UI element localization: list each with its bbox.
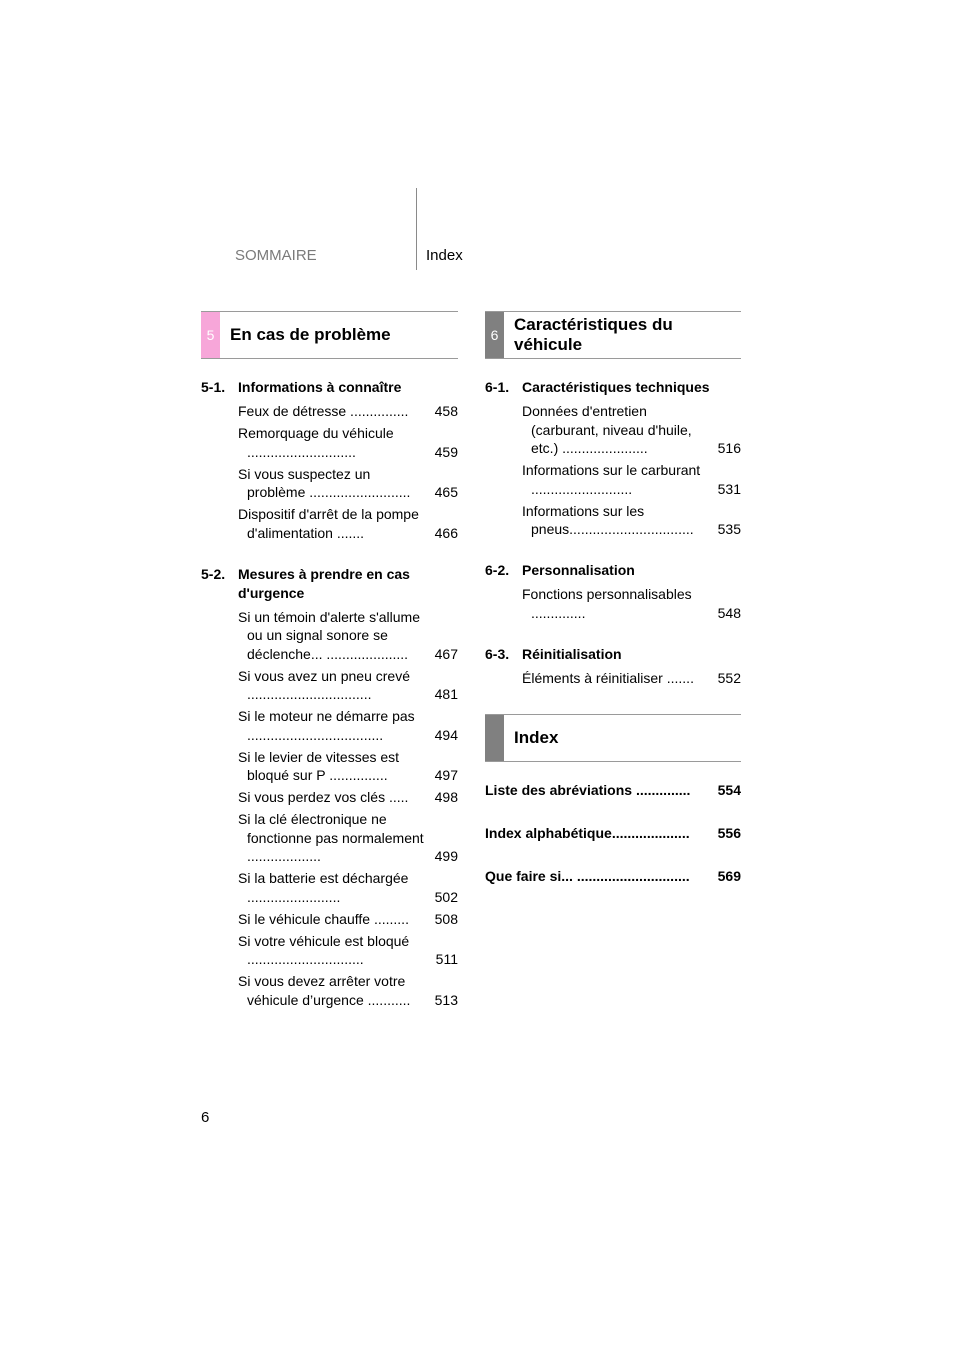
- section-6-header: [485, 311, 741, 359]
- toc-leader-dots: ................................: [247, 686, 372, 702]
- toc-page-number: 531: [717, 480, 741, 497]
- section-6-tab: 6: [485, 312, 504, 358]
- toc-entry-text: Dispositif d'arrêt de la pompe d'alimentation: [238, 506, 419, 541]
- chapter-heading: [485, 645, 741, 664]
- toc-leader-dots: ......................: [558, 440, 648, 456]
- toc-entry-text: Si votre véhicule est bloqué: [238, 932, 410, 949]
- toc-leader-dots: .....: [385, 789, 409, 805]
- toc-entry-text: Si un témoin d'alerte s'allume ou un signal sonore se déclenche...: [238, 608, 420, 662]
- toc-page-number: 535: [717, 521, 741, 537]
- chapter-heading: [485, 561, 741, 580]
- toc-leader-dots: ..........................: [531, 480, 633, 497]
- toc-entry-text: Si le moteur ne démarre pas: [238, 708, 415, 724]
- chapter-number: 6-2.: [485, 562, 510, 578]
- chapter-title: Réinitialisation: [522, 645, 622, 662]
- toc-leader-dots: ...............: [346, 403, 409, 419]
- toc-leader-dots: ..............................: [247, 951, 364, 967]
- toc-entry[interactable]: [201, 932, 458, 969]
- index-entry[interactable]: [485, 867, 741, 886]
- chapter-heading: [485, 378, 741, 397]
- nav-divider: [416, 188, 417, 270]
- index-entry-text: Index alphabétique: [485, 825, 612, 841]
- toc-entry[interactable]: [201, 788, 458, 807]
- chapter-gap: [201, 546, 458, 565]
- toc-page-number: 513: [434, 991, 458, 1008]
- toc-leader-dots: ..........................: [305, 484, 411, 500]
- toc-entry[interactable]: [485, 669, 741, 688]
- toc-entry[interactable]: [201, 707, 458, 744]
- index-page-number: 569: [717, 868, 741, 884]
- toc-page-number: 511: [435, 951, 458, 967]
- toc-entry[interactable]: [201, 972, 458, 1009]
- toc-leader-dots: .......: [332, 524, 365, 541]
- index-leader-dots: ..............: [632, 782, 691, 798]
- index-section-tab: [485, 715, 504, 761]
- toc-entry-text: Si vous suspectez un problème: [238, 465, 371, 500]
- toc-leader-dots: ...............: [325, 767, 388, 783]
- index-section-header: [485, 714, 741, 762]
- toc-leader-dots: ...................................: [247, 726, 384, 743]
- index-leader-dots: .............................: [572, 868, 690, 884]
- toc-entry[interactable]: [201, 810, 458, 866]
- toc-entry[interactable]: [201, 910, 458, 929]
- toc-leader-dots: ........................: [247, 888, 341, 905]
- toc-entry-text: Données d'entretien (carburant, niveau d'huile, etc.): [522, 403, 692, 456]
- toc-entry[interactable]: [485, 502, 741, 539]
- toc-leader-dots: ..............: [531, 604, 586, 621]
- nav-sommaire-link[interactable]: SOMMAIRE: [235, 247, 317, 264]
- page-number: 6: [201, 1109, 210, 1126]
- section-5-header: [201, 311, 458, 359]
- toc-entry-text: Éléments à réinitialiser: [522, 669, 663, 686]
- toc-entry-text: Si la clé électronique ne fonctionne pas normalement: [238, 811, 424, 846]
- toc-leader-dots: ...................: [247, 848, 321, 864]
- index-entry[interactable]: [485, 824, 741, 843]
- toc-entry[interactable]: [201, 608, 458, 664]
- section-6-title: Caractéristiques du véhicule: [514, 315, 673, 354]
- chapter-number: 6-3.: [485, 645, 510, 662]
- toc-page-number: 502: [434, 888, 458, 905]
- toc-entry[interactable]: [201, 402, 458, 421]
- toc-page-number: 552: [717, 669, 741, 686]
- toc-entry[interactable]: [485, 402, 741, 458]
- toc-leader-dots: ...........: [363, 991, 411, 1008]
- index-entry[interactable]: [485, 781, 741, 800]
- section-5-tab: 5: [201, 312, 220, 358]
- chapter-title: Personnalisation: [522, 562, 635, 578]
- toc-page-number: 516: [717, 440, 741, 456]
- toc-entry[interactable]: [201, 748, 458, 785]
- toc-entry-text: Feux de détresse: [238, 403, 347, 419]
- toc-entry-text: Informations sur le carburant: [522, 462, 701, 478]
- section-6-contents: [485, 378, 741, 691]
- chapter-title: Informations à connaître: [238, 379, 402, 395]
- toc-entry-text: Fonctions personnalisables: [522, 586, 692, 602]
- chapter-title: Caractéristiques techniques: [522, 379, 710, 395]
- index-section-contents: [485, 781, 741, 910]
- toc-entry[interactable]: [201, 869, 458, 906]
- toc-entry[interactable]: [201, 465, 458, 502]
- chapter-heading: [201, 565, 458, 603]
- toc-entry-text: Informations sur les pneus: [522, 502, 645, 537]
- chapter-gap: [485, 542, 741, 561]
- toc-page-number: 497: [434, 767, 458, 783]
- nav-index-link[interactable]: Index: [426, 247, 463, 264]
- toc-entry-text: Si vous devez arrêter votre véhicule d’urgence: [238, 973, 406, 1008]
- toc-page-number: 466: [434, 524, 458, 541]
- toc-entry-text: Si le véhicule chauffe: [238, 910, 371, 927]
- index-entry-text: Que faire si...: [485, 868, 573, 884]
- toc-page-number: 459: [434, 443, 458, 460]
- chapter-number: 6-1.: [485, 379, 510, 395]
- index-entry-text: Liste des abréviations: [485, 782, 633, 798]
- toc-leader-dots: ............................: [247, 443, 356, 460]
- toc-leader-dots: .........: [370, 910, 409, 927]
- toc-page-number: 498: [434, 789, 458, 805]
- toc-entry-text: Si vous perdez vos clés: [238, 789, 386, 805]
- toc-leader-dots: ................................: [569, 521, 694, 537]
- toc-entry[interactable]: [201, 505, 458, 542]
- toc-entry-text: Remorquage du véhicule: [238, 425, 394, 441]
- chapter-heading: [201, 378, 458, 397]
- toc-page-number: 467: [434, 645, 458, 662]
- chapter-title: Mesures à prendre en cas d'urgence: [238, 565, 410, 601]
- toc-page-number: 499: [434, 848, 458, 864]
- toc-leader-dots: .....................: [322, 645, 409, 662]
- chapter-number: 5-2.: [201, 565, 226, 582]
- index-page-number: 556: [717, 825, 741, 841]
- toc-entry[interactable]: [485, 585, 741, 622]
- toc-entry[interactable]: [201, 424, 458, 461]
- toc-leader-dots: .......: [662, 669, 694, 686]
- index-page-number: 554: [717, 782, 741, 798]
- toc-page-number: 458: [434, 403, 458, 419]
- toc-page-number: 508: [434, 910, 458, 927]
- index-leader-dots: ....................: [611, 825, 690, 841]
- toc-entry-text: Si vous avez un pneu crevé: [238, 667, 410, 684]
- toc-entry[interactable]: [201, 667, 458, 704]
- toc-page-number: 465: [434, 484, 458, 500]
- chapter-number: 5-1.: [201, 379, 226, 395]
- toc-page-number: 548: [717, 604, 741, 621]
- index-section-title: Index: [514, 728, 559, 747]
- toc-entry-text: Si la batterie est déchargée: [238, 870, 409, 886]
- toc-entry-text: Si le levier de vitesses est bloqué sur P: [238, 748, 400, 783]
- toc-entry[interactable]: [485, 461, 741, 498]
- section-5-title: En cas de problème: [230, 325, 391, 344]
- toc-page-number: 494: [434, 726, 458, 743]
- section-5-contents: [201, 378, 458, 1013]
- chapter-gap: [485, 626, 741, 645]
- toc-page-number: 481: [434, 686, 458, 702]
